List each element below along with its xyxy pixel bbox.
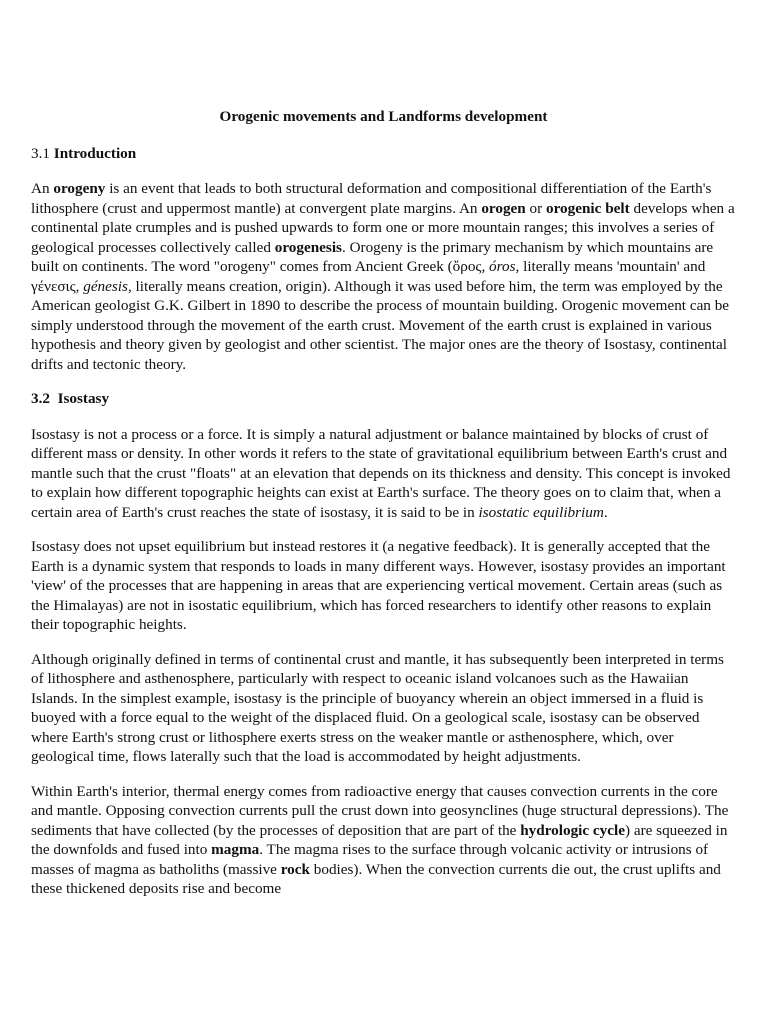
text-run: . bbox=[603, 503, 608, 521]
text-run: Within Earth's interior, thermal energy comes from radioactive energy that causes convection currents in the core and mantle. Opposing convection currents pull the crust down into geosynclines (huge structural depressions). The sediments that have collected (by the processes of deposition that are part of the bbox=[31, 782, 729, 839]
section-number: 3.2 bbox=[31, 390, 50, 407]
body-paragraph bbox=[31, 650, 736, 767]
document-body bbox=[31, 144, 736, 899]
text-run: Isostasy is not a process or a force. It is simply a natural adjustment or balance maintained by blocks of crust of different mass or density. In other words it refers to the state of gravitational equilibrium between Earth's crust and mantle such that the crust "floats" at an elevation that depends on its thickness and density. This concept is invoked to explain how different topographic heights can exist at Earth's surface. The theory goes on to claim that, when a certain area of Earth's crust reaches the state of isostasy, it is said to be in bbox=[31, 425, 731, 521]
text-run: , literally means creation, origin). Although it was used before him, the term was employed by the American geologist G.K. Gilbert in 1890 to describe the process of mountain building. Orogenic movement can be simply understood through the movement of the earth crust. Movement of the earth crust is explained in various hypothesis and theory given by geologist and other scientist. The major ones are the theory of Isostasy, continental drifts and tectonic theory. bbox=[31, 277, 730, 373]
body-paragraph bbox=[31, 537, 736, 635]
bold-term: hydrologic cycle bbox=[520, 821, 625, 839]
document-title: Orogenic movements and Landforms development bbox=[219, 108, 548, 125]
text-run: ) are squeezed in the downfolds and fused into bbox=[31, 821, 728, 858]
text-run: bodies). When the convection currents die out, the crust uplifts and these thickened deposits rise and become bbox=[31, 860, 721, 897]
text-run: Although originally defined in terms of continental crust and mantle, it has subsequently been interpreted in terms of lithosphere and asthenosphere, particularly with respect to oceanic island volcanoes such as the Hawaiian Islands. In the simplest example, isostasy is the principle of buoyancy wherein an object immersed in a fluid is buoyed with a force equal to the weight of the displaced fluid. On a geological scale, isostasy can be observed where Earth's strong crust or lithosphere exerts stress on the weaker mantle or asthenosphere, which, over geological time, flows laterally such that the load is accommodated by height adjustments. bbox=[31, 650, 724, 765]
text-run: develops when a continental plate crumples and is pushed upwards to form one or more mountain ranges; this involves a series of geological processes collectively called bbox=[31, 199, 735, 256]
text-run: An bbox=[31, 180, 54, 197]
italic-term: génesis bbox=[83, 277, 128, 295]
body-paragraph bbox=[31, 179, 736, 374]
section-heading bbox=[31, 144, 736, 164]
section-heading-label: Isostasy bbox=[57, 390, 110, 407]
body-paragraph bbox=[31, 425, 736, 523]
text-run: . The magma rises to the surface through volcanic activity or intrusions of masses of magma as batholiths (massive bbox=[31, 841, 709, 878]
bold-term: orogeny bbox=[53, 180, 106, 197]
text-run: , literally means 'mountain' and γένεσις, bbox=[31, 258, 706, 295]
italic-term: óros bbox=[489, 258, 516, 275]
section-heading bbox=[31, 389, 736, 409]
bold-term: rock bbox=[280, 860, 310, 878]
text-run: Isostasy does not upset equilibrium but instead restores it (a negative feedback). It is generally accepted that the Earth is a dynamic system that responds to loads in many different ways. However, isostasy provides an important 'view' of the processes that are happening in areas that are experiencing vertical movement. Certain areas (such as the Himalayas) are not in isostatic equilibrium, which has forced researchers to identify other reasons to explain their topographic heights. bbox=[31, 538, 726, 633]
body-paragraph bbox=[31, 782, 736, 899]
document-page bbox=[31, 107, 736, 914]
text-run: is an event that leads to both structural deformation and compositional differentiation of the Earth's lithosphere (crust and uppermost mantle) at convergent plate margins. An bbox=[31, 180, 712, 217]
bold-term: orogenic belt bbox=[546, 199, 630, 217]
text-run: . Orogeny is the primary mechanism by which mountains are built on continents. The word "orogeny" comes from Ancient Greek (ὄρος, bbox=[31, 238, 714, 275]
italic-term: isostatic equilibrium bbox=[478, 503, 604, 521]
section-number: 3.1 bbox=[31, 144, 50, 162]
bold-term: magma bbox=[211, 841, 260, 858]
text-run: or bbox=[525, 199, 546, 217]
bold-term: orogen bbox=[481, 199, 526, 217]
section-heading-label: Introduction bbox=[53, 144, 137, 162]
bold-term: orogenesis bbox=[274, 238, 342, 256]
